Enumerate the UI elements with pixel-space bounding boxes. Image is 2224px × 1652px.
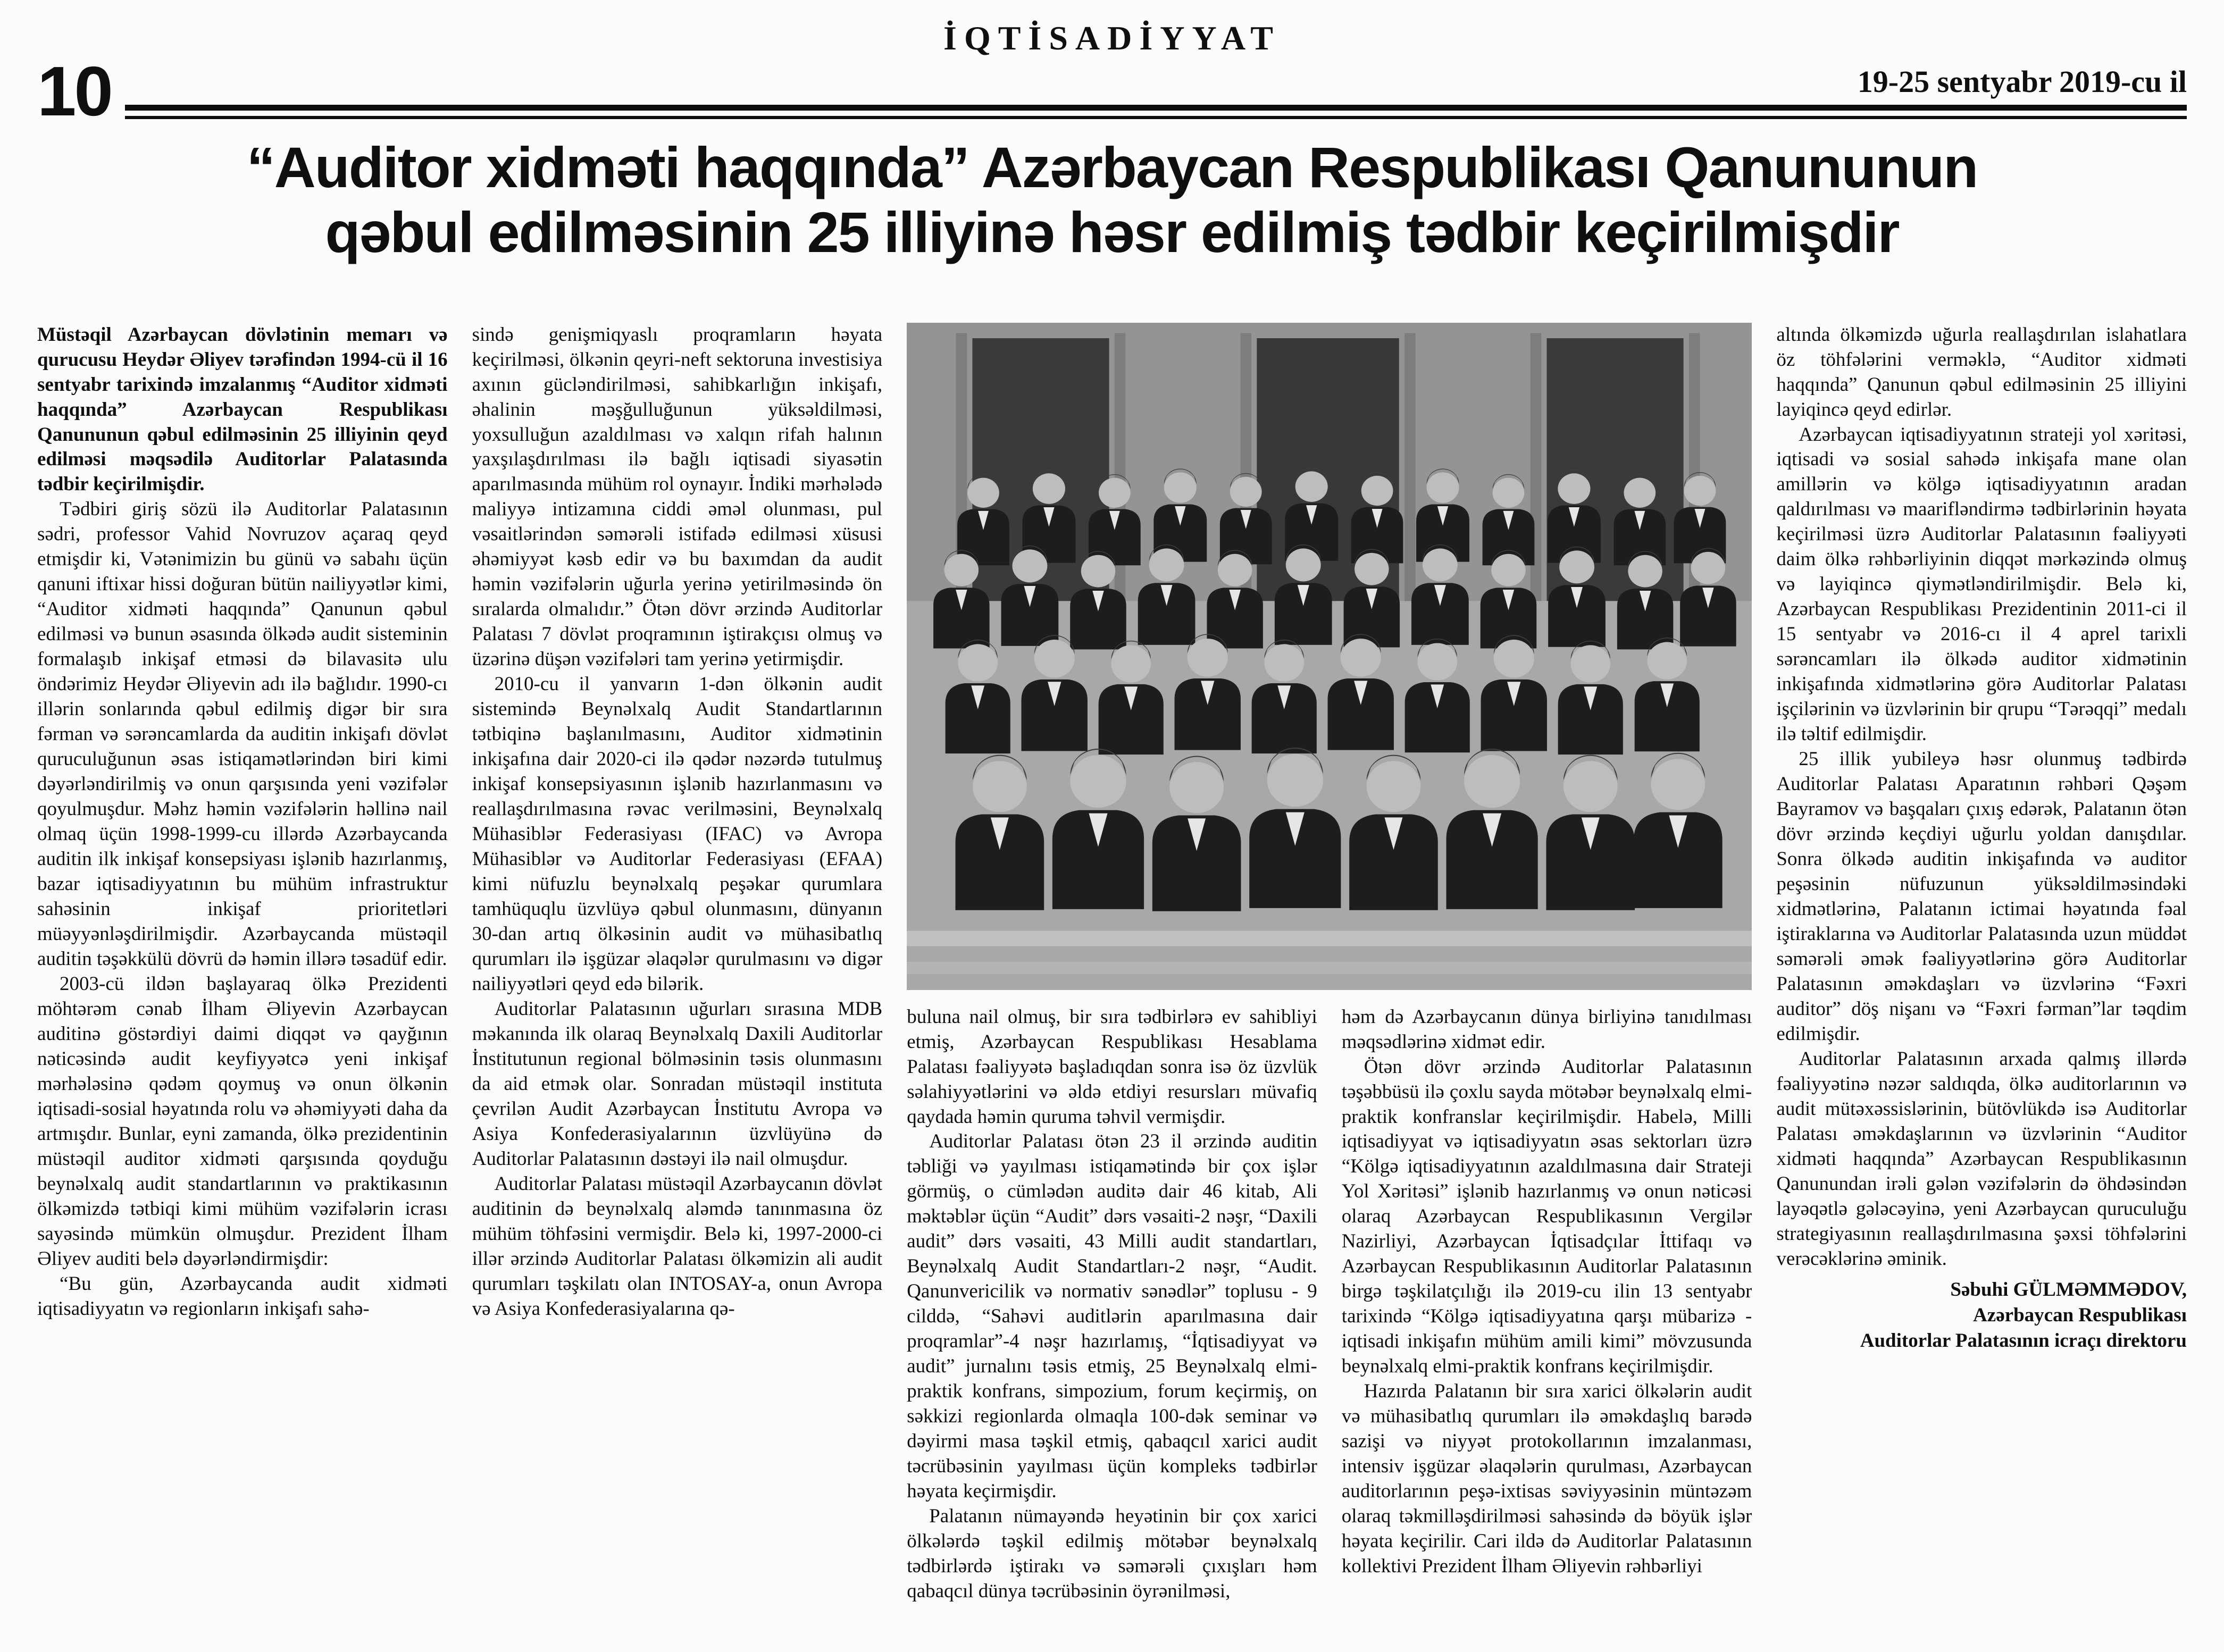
article-column-2 <box>472 323 883 1638</box>
paragraph: Hazırda Palatanın bir sıra xarici ölkələrin audit və mühasibatlıq qurumları ilə əməkdaşlıq barədə sazişi və niyyət protokollarının imzalanması, intensiv işgüzar əlaqələrin qurulması, Azərbaycan auditorlarının peşə-ixtisas səviyyəsinin müntəzəm olaraq təkmilləşdirilməsi sahəsində də böyük işlər həyata keçirilir. Cari ildə də Auditorlar Palatasının kollektivi Prezident İlham Əliyevin rəhbərliyi <box>1341 1380 1752 1578</box>
paragraph: Ötən dövr ərzində Auditorlar Palatasının təşəbbüsü ilə çoxlu sayda mötəbər beynəlxalq elmi-praktik konfranslar keçirilmişdir. Habelə, Milli iqtisadiyyat və iqtisadiyyatın əsas sektorları üzrə “Kölgə iqtisadiyyatının azaldılmasına dair Strateji Yol Xəritəsi” işlənib hazırlanmış və onun nəticəsi olaraq Azərbaycan Respublikasının Vergilər Nazirliyi, Azərbaycan İqtisadçılar İttifaqı və Azərbaycan Respublikasının Auditorlar Palatasının birgə təşkilatçılığı ilə 2019-cu ilin 13 sentyabr tarixində “Kölgə iqtisadiyyatına qarşı mübarizə - iqtisadi inkişafın mühüm amili kimi” mövzusunda beynəlxalq elmi-praktik konfrans keçirilmişdir. <box>1341 1055 1752 1378</box>
paragraph: Auditorlar Palatası ötən 23 il ərzində auditin təbliği və yayılması istiqamətində bir çox işlər görmüş, o cümlədən auditə dair 46 kitab, Ali məktəblər üçün “Audit” dərs vəsaiti-2 nəşr, “Daxili audit” dərs vəsaiti, 43 Milli audit standartları, Beynəlxalq Audit Standartları-2 nəşr, “Audit. Qanunvericilik və normativ sənədlər” toplusu - 9 cilddə, “Sahəvi auditlərin aparılmasına dair proqramlar”-4 nəşr hazırlamış, “İqtisadiyyat və audit” jurnalını təsis etmiş, 25 Beynəlxalq elmi-praktik konfrans, simpozium, forum keçirmiş, on səkkizi regionlarda olmaqla 100-dək seminar və dəyirmi masa təşkil etmiş, qabaqcıl xarici audit təcrübəsinin yayılması üçün kompleks tədbirlər həyata keçirmişdir. <box>907 1130 1317 1503</box>
paragraph: 2010-cu il yanvarın 1-dən ölkənin audit sistemində Beynəlxalq Audit Standartlarının tətbiqinə başlanılmasını, Auditor xidmətinin inkişafına dair 2020-ci ilə qədər nəzərdə tutulmuş inkişaf konsepsiyasının işlənib hazırlanmasını və reallaşdırılmasına rəvac verilməsini, Beynəlxalq Mühasiblər Federasiyası (IFAC) və Avropa Mühasiblər və Auditorlar Federasiyası (EFAA) kimi nüfuzlu beynəlxalq peşəkar qurumlara tamhüquqlu üzvlüyə qəbul olunmasını, dünyanın 30-dan artıq ölkəsinin audit və mühasibatlıq qurumları ilə işgüzar əlaqələr qurulmasını və digər nailiyyətləri qeyd edə bilərik. <box>472 673 883 995</box>
headline-line-1: “Auditor xidməti haqqında” Azərbaycan Respublikası Qanununun <box>246 135 1978 200</box>
paragraph: “Bu gün, Azərbaycanda audit xidməti iqtisadiyyatın və regionların inkişafı sahə- <box>37 1272 448 1320</box>
paragraph: sində genişmiqyaslı proqramların həyata keçirilməsi, ölkənin qeyri-neft sektoruna investisiya axının gücləndirilməsi, sahibkarlığın inkişafı, əhalinin məşğulluğunun yüksəldilməsi, yoxsulluğun azaldılması və xalqın rifah halının yaxşılaşdırılması ilə bağlı iqtisadi siyasətin aparılmasında mühüm rol oynayır. İndiki mərhələdə maliyyə intizamına ciddi əməl olunması, pul vəsaitlərindən səmərəli istifadə edilməsi xüsusi əhəmiyyət kəsb edir və bu baxımdan da audit həmin vəzifələrin uğurla yerinə yetirilməsində ön sıralarda olmalıdır.” Ötən dövr ərzində Auditorlar Palatası 7 dövlət proqramının iştirakçısı olmuş və üzərinə düşən vəzifələri tam yerinə yetirmişdir. <box>472 323 883 670</box>
paragraph: Azərbaycan iqtisadiyyatının strateji yol xəritəsi, iqtisadi və sosial sahədə inkişafa mane olan amillərin və kölgə iqtisadiyyatının aradan qaldırılması və maarifləndirmə tədbirlərinin həyata keçirilməsi üzrə Auditorlar Palatasının fəaliyyəti daim ölkə rəhbərliyinin diqqət mərkəzində olmuş və layiqincə qiymətləndirilmişdir. Belə ki, Azərbaycan Respublikası Prezidentinin 2011-ci il 15 sentyabr və 2016-cı il 4 aprel tarixli sərəncamları ilə ölkədə auditor xidmətinin inkişafında xidmətlərinə görə Auditorlar Palatası işçilərinin və üzvlərinin bir qrupu “Tərəqqi” medalı ilə təltif edilmişdir. <box>1776 423 2187 745</box>
article-column-5 <box>1776 323 2187 1638</box>
article-column-3 <box>907 1005 1317 1638</box>
article-headline <box>37 135 2187 265</box>
group-photo-illustration <box>907 323 1752 990</box>
paragraph: Tədbiri giriş sözü ilə Auditorlar Palatasının sədri, professor Vahid Novruzov açaraq qeyd etmişdir ki, Vətənimizin bu günü və sabahı üçün qanuni iftixar hissi doğuran bütün nailiyyətlər kimi, “Auditor xidməti haqqında” Qanunun qəbul edilməsi və bunun əsasında ölkədə audit sisteminin formalaşıb inkişaf etməsi də bilavasitə ulu öndərimiz Heydər Əliyevin adı ilə bağlıdır. 1990-cı illərin sonlarında qəbul edilmiş digər bir sıra fərman və sərəncamlarda da auditin inkişafı dövlət quruculuğunun əsas istiqamətlərindən biri kimi dəyərləndirilmiş və onun qarşısında yeni vəzifələr qoyulmuşdur. Məhz həmin vəzifələrin həllinə nail olmaq üçün 1998-1999-cu illərdə Azərbaycanda auditin ilk inkişaf konsepsiyası işlənib hazırlanmış, bazar iqtisadiyyatının bu mühüm infrastruktur sahəsinin inkişaf prioritetləri müəyyənləşdirilmişdir. Azərbaycanda müstəqil auditin təşəkkülü dövrü də həmin illərə təsadüf edir. <box>37 498 448 970</box>
byline-line: Azərbaycan Respublikası <box>1973 1304 2187 1327</box>
event-photo <box>907 323 1752 990</box>
page-number: 10 <box>37 52 111 131</box>
article-column-1 <box>37 323 448 1638</box>
issue-date: 19-25 sentyabr 2019-cu il <box>1857 64 2187 99</box>
masthead <box>37 52 2187 131</box>
paragraph: altında ölkəmizdə uğurla reallaşdırılan islahatlara öz töhfələrini verməklə, “Auditor xidməti haqqında” Qanunun qəbul edilməsinin 25 illiyini layiqincə qeyd edirlər. <box>1776 323 2187 421</box>
masthead-right <box>125 66 2187 119</box>
byline <box>1776 1277 2187 1354</box>
article-body <box>37 323 2187 1638</box>
byline-line: Auditorlar Palatasının icraçı direktoru <box>1860 1330 2187 1352</box>
paragraph: Auditorlar Palatası müstəqil Azərbaycanın dövlət auditinin də beynəlxalq aləmdə tanınmasına öz mühüm töhfəsini vermişdir. Belə ki, 1997-2000-ci illər ərzində Auditorlar Palatası ölkəmizin ali audit qurumları təşkilatı olan INTOSAY-a, onun Avropa və Asiya Konfederasiyalarına qə- <box>472 1173 883 1320</box>
paragraph: Auditorlar Palatasının arxada qalmış illərdə fəaliyyətinə nəzər saldıqda, ölkə auditorlarının və audit mütəxəssislərinin, bütövlükdə isə Auditorlar Palatası əməkdaşlarının və üzvlərinin “Auditor xidməti haqqında” Azərbaycan Respublikasının Qanunundan irəli gələn vəzifələrin də öhdəsindən layəqətlə gələcəyinə, yeni Azərbaycan quruculuğu strategiyasının reallaşdırılmasına şəxsi töhfələrini verəcəklərinə əminik. <box>1776 1048 2187 1270</box>
paragraph: Palatanın nümayəndə heyətinin bir çox xarici ölkələrdə təşkil edilmiş mötəbər beynəlxalq tədbirlərdə iştirakı və səmərəli çıxışları həm qabaqcıl dünya təcrübəsinin öyrənilməsi, <box>907 1505 1317 1603</box>
paragraph: 2003-cü ildən başlayaraq ölkə Prezidenti möhtərəm cənab İlham Əliyevin Azərbaycan auditinə göstərdiyi daimi diqqət və qayğının nəticəsində audit keyfiyyətcə yeni inkişaf mərhələsinə qədəm qoymuş və onun ölkənin iqtisadi-sosial həyatında rolu və əhəmiyyəti daha da artmışdır. Bunlar, eyni zamanda, ölkə prezidentinin müstəqil auditor xidməti qarşısında qoyduğu beynəlxalq audit standartlarının və praktikasının ölkəmizdə tətbiqi kimi mühüm vəzifələrin icrası sayəsində mümkün olmuşdur. Prezident İlham Əliyev auditi belə dəyərləndirmişdir: <box>37 973 448 1270</box>
paragraph: həm də Azərbaycanın dünya birliyinə tanıdılması məqsədlərinə xidmət edir. <box>1341 1005 1752 1053</box>
byline-line: Səbuhi GÜLMƏMMƏDOV, <box>1950 1278 2187 1301</box>
paragraph: 25 illik yubileyə həsr olunmuş tədbirdə Auditorlar Palatası Aparatının rəhbəri Qəşəm Bayramov və başqaları çıxış edərək, Palatanın ötən dövr ərzində keçdiyi uğurlu yoldan danışdılar. Sonra ölkədə auditin inkişafında və auditor peşəsinin nüfuzunun yüksəldilməsindəki xidmətlərinə, Palatanın ictimai həyatında fəal iştiraklarına və Auditorlar Palatasında uzun müddət səmərəli əmək fəaliyyətlərinə görə Auditorlar Palatasının əməkdaşları və üzvlərinə “Fəxri auditor” döş nişanı və “Fəxri fərman”lar təqdim edilmişdir. <box>1776 748 2187 1045</box>
masthead-divider <box>125 105 2187 119</box>
lead-paragraph: Müstəqil Azərbaycan dövlətinin memarı və qurucusu Heydər Əliyev tərəfindən 1994-cü il 16 sentyabr tarixində imzalanmış “Auditor xidməti haqqında” Azərbaycan Respublikası Qanununun qəbul edilməsinin 25 illiyinin qeyd edilməsi məqsədilə Auditorlar Palatasında tədbir keçirilmişdir. <box>37 323 448 496</box>
article-column-4 <box>1342 1005 1752 1638</box>
headline-line-2: qəbul edilməsinin 25 illiyinə həsr edilmiş tədbir keçirilmişdir <box>325 200 1899 265</box>
section-header: İQTİSADİYYAT <box>943 19 1281 57</box>
paragraph: buluna nail olmuş, bir sıra tədbirlərə ev sahibliyi etmiş, Azərbaycan Respublikası Hesablama Palatası fəaliyyətə başladıqdan sonra isə öz üzvlük səlahiyyətlərini və əldə etdiyi resursları müvafiq qaydada həmin quruma təhvil vermişdir. <box>907 1005 1317 1128</box>
paragraph: Auditorlar Palatasının uğurları sırasına MDB məkanında ilk olaraq Beynəlxalq Daxili Auditorlar İnstitutunun regional bölməsinin təsis olunmasını da aid etmək olar. Sonradan müstəqil instituta çevrilən Audit Azərbaycan İnstitutu Avropa və Asiya Konfederasiyalarının üzvlüyünə də Auditorlar Palatasının dəstəyi ilə nail olmuşdur. <box>472 998 883 1170</box>
